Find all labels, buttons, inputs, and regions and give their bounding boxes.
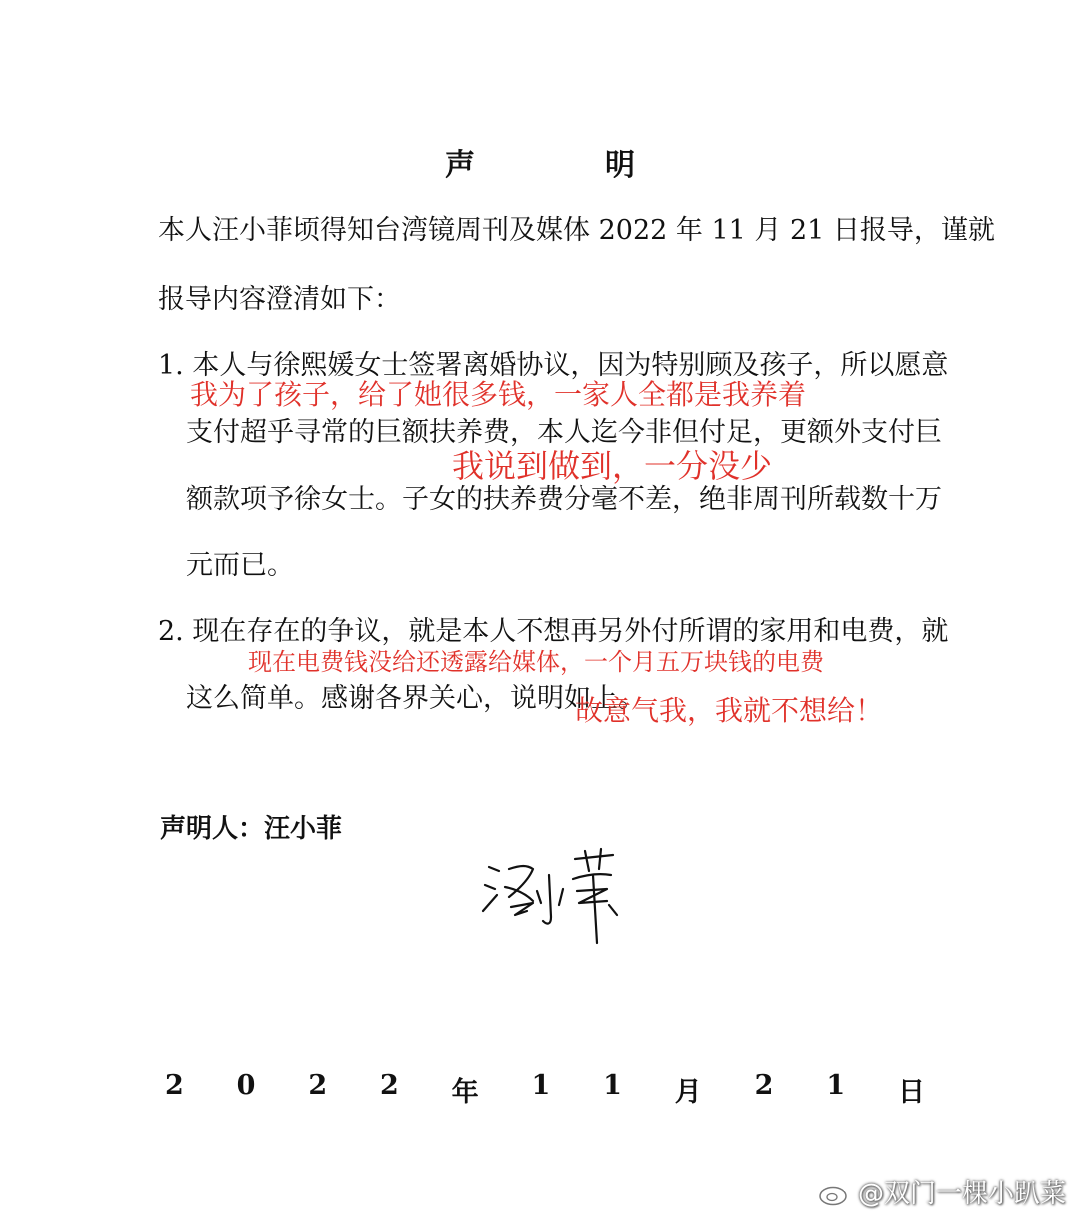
signer-label: 声明人：汪小菲 (160, 814, 343, 844)
handwritten-signature (475, 845, 625, 945)
date-char: 2 (379, 1070, 399, 1101)
date-char: 0 (236, 1070, 256, 1101)
date-char: 年 (451, 1077, 479, 1108)
item-2-number: 2. (158, 616, 184, 647)
weibo-logo-icon (818, 1178, 852, 1206)
date-char: 2 (308, 1070, 328, 1101)
date-char: 2 (754, 1070, 774, 1101)
item-1-text-line-4: 元而已。 (186, 550, 294, 581)
item-2-text-line-1: 现在存在的争议，就是本人不想再另外付所谓的家用和电费，就 (192, 616, 949, 647)
intro-line-1: 本人汪小菲顷得知台湾镜周刊及媒体 2022 年 11 月 21 日报导，谨就 (158, 215, 995, 246)
date-char: 日 (897, 1077, 925, 1108)
weibo-watermark (818, 1173, 1066, 1210)
intro-line-2: 报导内容澄清如下： (158, 284, 401, 315)
date-char: 1 (603, 1070, 622, 1101)
item-1-text-line-3: 额款项予徐女士。子女的扶养费分毫不差，绝非周刊所载数十万 (186, 484, 942, 515)
date-char: 2 (165, 1070, 184, 1101)
date-char: 1 (531, 1070, 551, 1101)
item-1-text-line-1: 本人与徐熙媛女士签署离婚协议，因为特别顾及孩子，所以愿意 (192, 350, 949, 381)
annotation-1: 我为了孩子，给了她很多钱，一家人全都是我养着 (190, 378, 807, 411)
annotation-4: 故意气我，我就不想给！ (575, 694, 884, 727)
item-2-text-line-2: 这么简单。感谢各界关心，说明如上。 (186, 683, 645, 714)
item-1-number: 1. (158, 350, 184, 381)
date-line (165, 1070, 925, 1109)
annotation-2: 我说到做到，一分没少 (452, 447, 773, 485)
date-char: 1 (826, 1070, 846, 1101)
annotation-3: 现在电费钱没给还透露给媒体，一个月五万块钱的电费 (248, 648, 824, 676)
document-title: 声 明 (445, 148, 685, 183)
watermark-text: @双门一棵小趴菜 (857, 1179, 1066, 1209)
item-1-text-line-2: 支付超乎寻常的巨额扶养费，本人迄今非但付足，更额外支付巨 (186, 417, 942, 448)
date-char: 月 (674, 1077, 702, 1108)
